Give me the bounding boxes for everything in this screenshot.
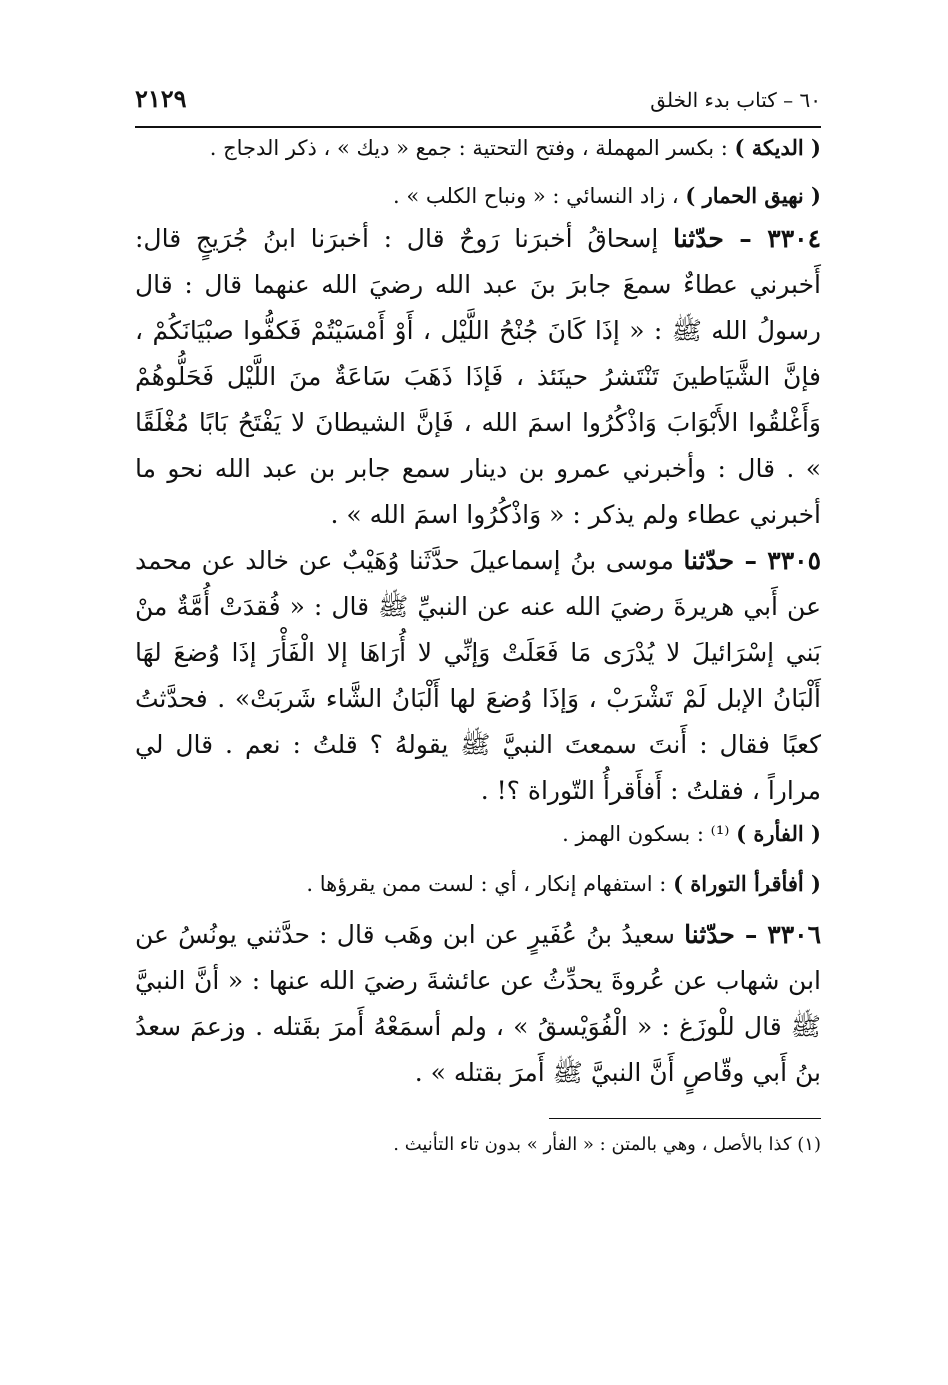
gloss-text: : استفهام إنكار ، أي : لست ممن يقرؤها . [306, 872, 674, 896]
hadith-3306 [135, 912, 821, 1096]
gloss-text: : بسكون الهمز . [562, 822, 711, 846]
gloss-term: ( نهيق الحمار ) [685, 183, 821, 208]
page-header [135, 78, 821, 124]
hadith-3304 [135, 216, 821, 538]
chapter-title: ٦٠ – كتاب بدء الخلق [650, 88, 821, 112]
hadith-text: إسحاقُ أخبرَنا رَوحٌ قال : أخبرَنا ابنُ جُرَيجٍ قال: أَخبرني عطاءٌ سمعَ جابرَ بنَ عبد الله رضيَ الله عنهما قال : قال رسولُ الله ﷺ : « إذَا كَانَ جُنْحُ اللَّيْل ، أَوْ أَمْسَيْتُمْ فَكفُّوا صبْيَانَكُمْ ، فإنَّ الشَّيَاطينَ تَنْتَشرُ حينَئذ ، فَإذَا ذَهَبَ سَاعَةٌ منَ اللَّيْل فَحَلُّوهُمْ وَأَغْلقُوا الأَبْوَابَ وَاذْكُرُوا اسمَ الله ، فَإنَّ الشيطانَ لا يَفْتَحُ بَابًا مُغْلَقًا » . قال : وأخبرني عمرو بن دينار سمع جابر بن عبد الله نحو ما أخبرني عطاء ولم يذكر : « وَاذْكُرُوا اسمَ الله » . [135, 224, 821, 529]
gloss-note [135, 814, 821, 854]
page-number: ٢١٢٩ [135, 84, 187, 113]
gloss-term: ( الفأرة ) [736, 821, 821, 846]
gloss-note [135, 176, 821, 216]
gloss-term: ( أفأقرأ التوراة ) [673, 871, 821, 896]
hadith-number: ٣٣٠٦ – حدّثنا [684, 920, 821, 949]
hadith-text: موسى بنُ إسماعيلَ حدَّثَنا وُهَيْبٌ عن خالد عن محمد عن أَبي هريرةَ رضيَ الله عنه عن النبيِّ ﷺ قال : « فُقدَتْ أُمَّةٌ منْ بَني إسْرَائيلَ لا يُدْرَى مَا فَعَلَتْ وَإنِّي لا أُرَاهَا إلا الْفَأْرَ إذَا وُضعَ لهَا أَلْبَانُ الإبل لَمْ تَشْرَبْ ، وَإذَا وُضعَ لها أَلْبَانُ الشَّاء شَربَتْ» . فحدَّثتُ كعبًا فقال : أَنتَ سمعتَ النبيَّ ﷺ يقولهُ ؟ قلتُ : نعم . قال لي مراراً ، فقلتُ : أَفأَقرأُ التّوراة ؟! . [135, 546, 821, 805]
hadith-text: سعيدُ بنُ عُفَيرٍ عن ابن وهَب قال : حدَّثني يونُسُ عن ابن شهاب عن عُروةَ يحدِّثُ عن عائشةَ رضيَ الله عنها : « أنَّ النبيَّ ﷺ قال للْوزَغ : « الْفُوَيْسقُ » ، ولم أسمَعْهُ أَمرَ بقَتله . وزعمَ سعدُ بنُ أَبي وقّاصٍ أَنَّ النبيَّ ﷺ أَمرَ بقتله » . [135, 920, 821, 1087]
gloss-note [135, 128, 821, 168]
footnote-separator [549, 1118, 821, 1119]
hadith-3305 [135, 538, 821, 814]
footnote-reference: ⁽¹⁾ [710, 822, 737, 846]
gloss-text: : بكسر المهملة ، وفتح التحتية : جمع « ديك » ، ذكر الدجاج . [209, 136, 735, 160]
gloss-term: ( الديكة ) [734, 135, 821, 160]
footnote: (١) كذا بالأصل ، وهي بالمتن : « الفأر » بدون تاء التأنيث . [393, 1134, 821, 1155]
gloss-text: ، زاد النسائي : « ونباح الكلب » . [392, 184, 686, 208]
hadith-number: ٣٣٠٤ – حدّثنا [673, 224, 821, 253]
hadith-number: ٣٣٠٥ – حدّثنا [683, 546, 821, 575]
book-page [135, 78, 821, 1161]
gloss-note [135, 864, 821, 904]
